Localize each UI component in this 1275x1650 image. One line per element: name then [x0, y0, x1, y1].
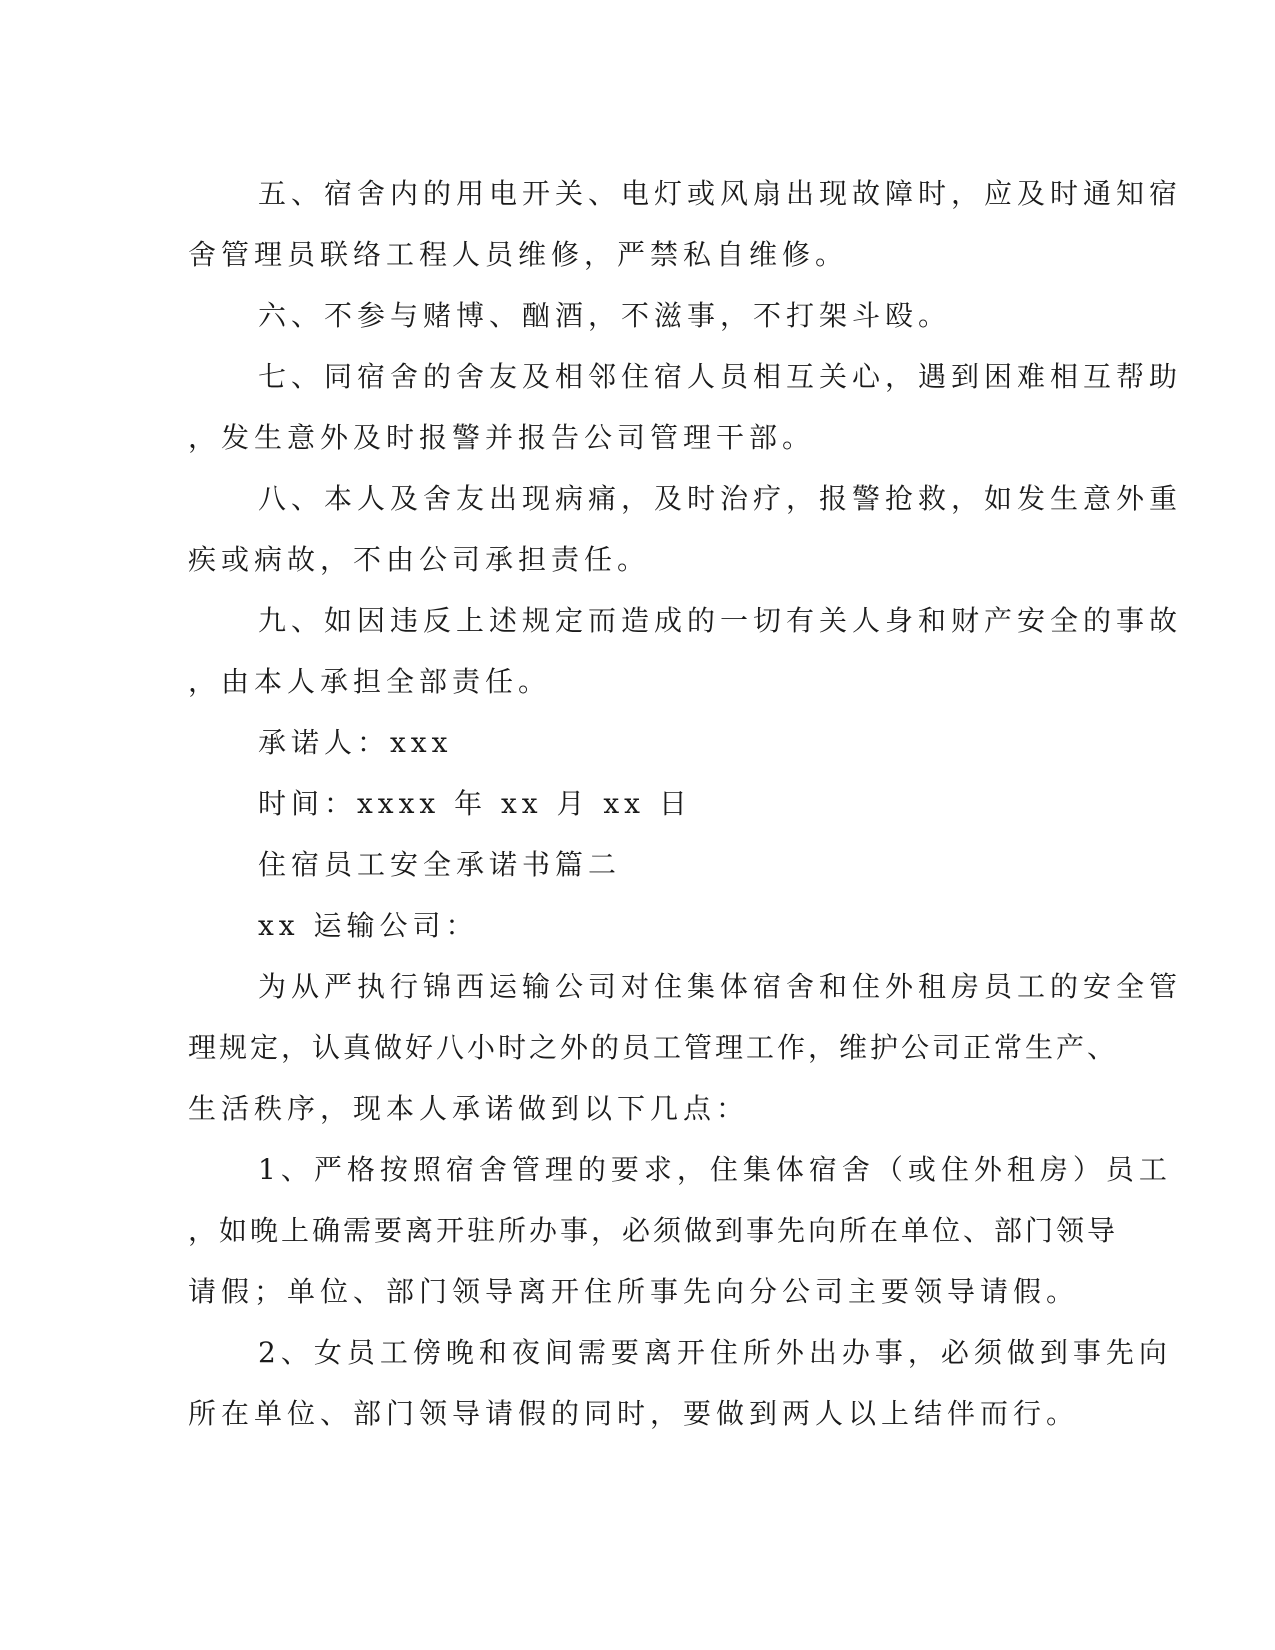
paragraph-rule-8-line-1: 八、本人及舍友出现病痛，及时治疗，报警抢救，如发生意外重 — [258, 482, 1183, 515]
intro-paragraph-line-1: 为从严执行锦西运输公司对住集体宿舍和住外租房员工的安全管 — [258, 970, 1183, 1003]
promisor-line: 承诺人：xxx — [258, 726, 453, 759]
item-1-line-3: 请假；单位、部门领导离开住所事先向分公司主要领导请假。 — [188, 1275, 1080, 1308]
item-1-line-1: 1、严格按照宿舍管理的要求，住集体宿舍（或住外租房）员工 — [258, 1153, 1172, 1186]
item-2-line-1: 2、女员工傍晚和夜间需要离开住所外出办事，必须做到事先向 — [258, 1336, 1172, 1369]
paragraph-rule-7-line-1: 七、同宿舍的舍友及相邻住宿人员相互关心，遇到困难相互帮助 — [258, 360, 1183, 393]
paragraph-rule-6: 六、不参与赌博、酗酒，不滋事，不打架斗殴。 — [258, 299, 952, 332]
document-body — [188, 163, 1183, 1444]
item-1-line-2: ，如晚上确需要离开驻所办事，必须做到事先向所在单位、部门领导 — [188, 1214, 1119, 1247]
paragraph-rule-9-line-1: 九、如因违反上述规定而造成的一切有关人身和财产安全的事故 — [258, 604, 1183, 637]
paragraph-rule-5-line-1: 五、宿舍内的用电开关、电灯或风扇出现故障时，应及时通知宿 — [258, 177, 1183, 210]
date-line: 时间：xxxx 年 xx 月 xx 日 — [258, 787, 692, 820]
paragraph-rule-5-line-2: 舍管理员联络工程人员维修，严禁私自维修。 — [188, 238, 849, 271]
paragraph-rule-9-line-2: ，由本人承担全部责任。 — [188, 665, 552, 698]
paragraph-rule-7-line-2: ，发生意外及时报警并报告公司管理干部。 — [188, 421, 816, 454]
intro-paragraph-line-2: 理规定，认真做好八小时之外的员工管理工作，维护公司正常生产、 — [188, 1031, 1119, 1064]
item-2-line-2: 所在单位、部门领导请假的同时，要做到两人以上结伴而行。 — [188, 1397, 1080, 1430]
intro-paragraph-line-3: 生活秩序，现本人承诺做到以下几点： — [188, 1092, 750, 1125]
addressee-line: xx 运输公司： — [258, 909, 479, 942]
paragraph-rule-8-line-2: 疾或病故，不由公司承担责任。 — [188, 543, 651, 576]
section-title: 住宿员工安全承诺书篇二 — [258, 848, 622, 881]
